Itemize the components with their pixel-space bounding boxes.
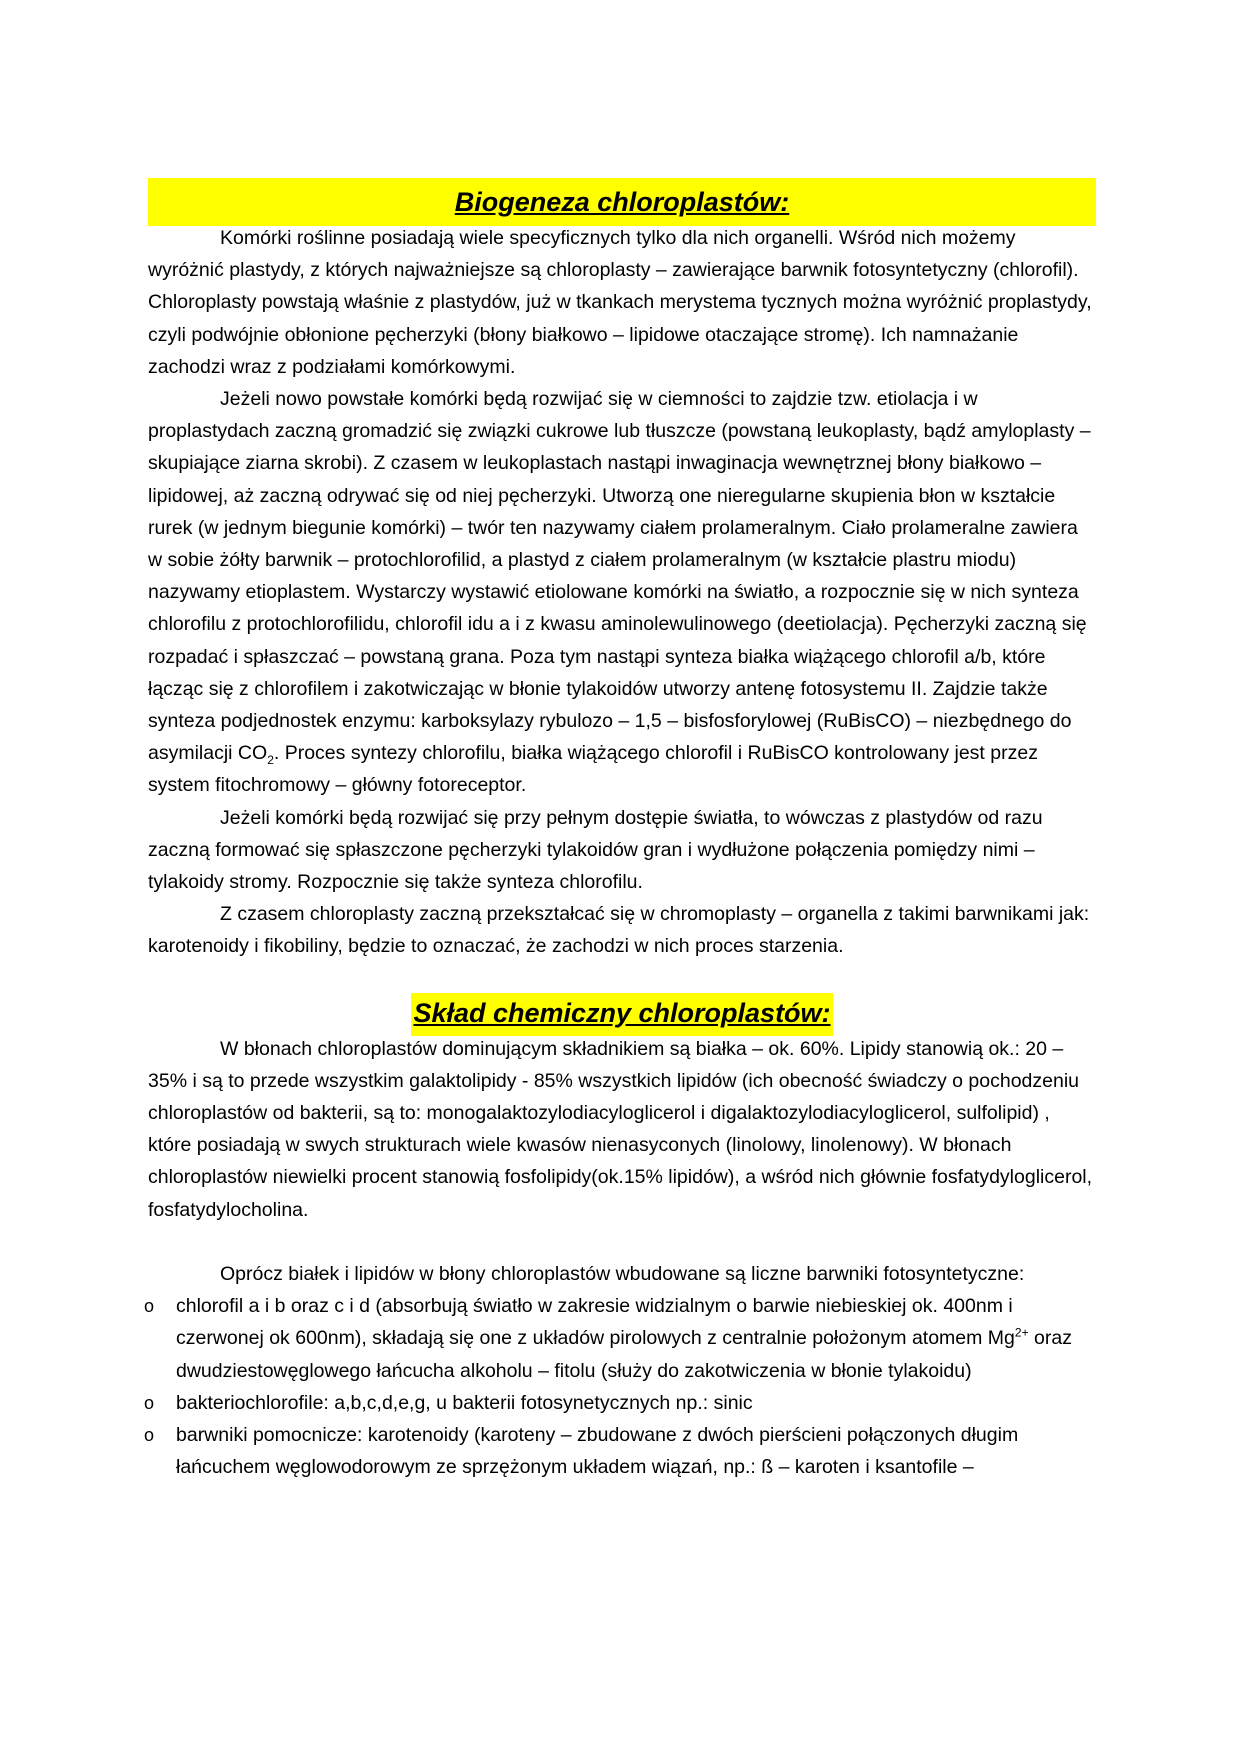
paragraph-intro: Komórki roślinne posiadają wiele specyficznych tylko dla nich organelli. Wśród nich możemy wyróżnić plastydy, z których najważniejsze są chloroplasty – zawierające barwnik fotosyntetyczny (chlorofil). Chloroplasty powstają właśnie z plastydów, już w tkankach merystema tycznych można wyróżnić proplastydy, czyli podwójnie obłonione pęcherzyki (błony białkowo – lipidowe otaczające stromę). Ich namnażanie zachodzi wraz z podziałami komórkowymi. bbox=[148, 227, 1092, 378]
list-item bbox=[144, 1387, 1096, 1419]
paragraph-membranes: W błonach chloroplastów dominującym składnikiem są białka – ok. 60%. Lipidy stanowią ok.: 20 – 35% i są to przede wszystkim galaktolipidy - 85% wszystkich lipidów (ich obecność świadczy o pochodzeniu chloroplastów od bakterii, są to: monogalaktozylodiacyloglicerol i digalaktozylodiacyloglicerol, sulfolipid) , które posiadają w swych strukturach wiele kwasów nienasyconych (linolowy, linolenowy). W błonach chloroplastów niewielki procent stanowią fosfolipidy(ok.15% lipidów), a wśród nich głównie fosfatydyloglicerol, fosfatydylocholina. bbox=[148, 1037, 1093, 1221]
heading-biogeneza: Biogeneza chloroplastów: bbox=[454, 187, 790, 217]
heading-sklad: Skład chemiczny chloroplastów: bbox=[413, 997, 831, 1028]
paragraph-pigments-intro: Oprócz białek i lipidów w błony chloroplastów wbudowane są liczne barwniki fotosyntetyczne: bbox=[220, 1262, 1025, 1285]
heading-highlight-inline bbox=[411, 993, 832, 1036]
bullet-circle-icon: o bbox=[144, 1424, 155, 1445]
list-item bbox=[144, 1290, 1096, 1387]
paragraph-spacer bbox=[148, 1226, 1096, 1258]
document-body bbox=[144, 178, 1096, 1483]
list-item-text-end: oraz dwudziestowęglowego łańcucha alkoholu – fitolu (służy do zakotwiczenia w błonie tylakoidu) bbox=[176, 1327, 1072, 1382]
co2-subscript: 2 bbox=[267, 753, 274, 768]
heading-highlight-bar bbox=[148, 178, 1096, 226]
paragraph-chromoplasty: Z czasem chloroplasty zaczną przekształcać się w chromoplasty – organella z takimi barwnikami jak: karotenoidy i fikobiliny, będzie to oznaczać, że zachodzi w nich proces starzenia. bbox=[148, 903, 1090, 958]
paragraph-light: Jeżeli komórki będą rozwijać się przy pełnym dostępie światła, to wówczas z plastydów od razu zaczną formować się spłaszczone pęcherzyki tylakoidów gran i wydłużone połączenia pomiędzy nimi – tylakoidy stromy. Rozpocznie się także synteza chlorofilu. bbox=[148, 806, 1043, 894]
list-item-text: chlorofil a i b oraz c i d (absorbują światło w zakresie widzialnym o barwie niebieskiej ok. 400nm i czerwonej ok 600nm), składają się one z układów pirolowych z centralnie położonym atomem Mg bbox=[176, 1295, 1015, 1350]
mg-superscript: 2+ bbox=[1014, 1325, 1029, 1340]
list-item-text: barwniki pomocnicze: karotenoidy (karoteny – zbudowane z dwóch pierścieni połączonych długim łańcuchem węglowodorowym ze sprzężonym układem wiązań, np.: ß – karoten i ksantofile – bbox=[176, 1423, 1019, 1479]
heading-sklad-wrap bbox=[148, 993, 1096, 1033]
pigment-list bbox=[144, 1290, 1096, 1483]
bullet-circle-icon: o bbox=[144, 1296, 155, 1317]
list-item bbox=[144, 1419, 1096, 1483]
list-item-text: bakteriochlorofile: a,b,c,d,e,g, u bakterii fotosynetycznych np.: sinic bbox=[176, 1391, 753, 1414]
paragraph-etiolacja bbox=[148, 383, 1096, 802]
bullet-circle-icon: o bbox=[144, 1392, 155, 1413]
paragraph-etiolacja-end: . Proces syntezy chlorofilu, białka wiążącego chlorofil i RuBisCO kontrolowany jest przez system fitochromowy – główny fotoreceptor. bbox=[148, 742, 1038, 797]
paragraph-etiolacja-text: Jeżeli nowo powstałe komórki będą rozwijać się w ciemności to zajdzie tzw. etiolacja i w proplastydach zaczną gromadzić się związki cukrowe lub tłuszcze (powstaną leukoplasty, bądź amyloplasty – skupiające ziarna skrobi). Z czasem w leukoplastach nastąpi inwaginacja wewnętrznej błony białkowo – lipidowej, aż zaczną odrywać się od niej pęcherzyki. Utworzą one nieregularne skupienia błon w kształcie rurek (w jednym biegunie komórki) – twór ten nazywamy ciałem prolameralnym. Ciało prolameralne zawiera w sobie żółty barwnik – protochlorofilid, a plastyd z ciałem prolameralnym (w kształcie plastru miodu) nazywamy etioplastem. Wystarczy wystawić etiolowane komórki na światło, a rozpocznie się w nich synteza chlorofilu z protochlorofilidu, chlorofil idu a i z kwasu aminolewulinowego (deetiolacja). Pęcherzyki zaczną się rozpadać i spłaszczać – powstaną grana. Poza tym nastąpi synteza białka wiążącego chlorofil a/b, które łącząc się z chlorofilem i zakotwiczając w błonie tylakoidów utworzy antenę fotosystemu II. Zajdzie także synteza podjednostek enzymu: karboksylazy rybulozo – 1,5 – bisfosforylowej (RuBisCO) – niezbędnego do asymilacji CO bbox=[148, 388, 1091, 765]
